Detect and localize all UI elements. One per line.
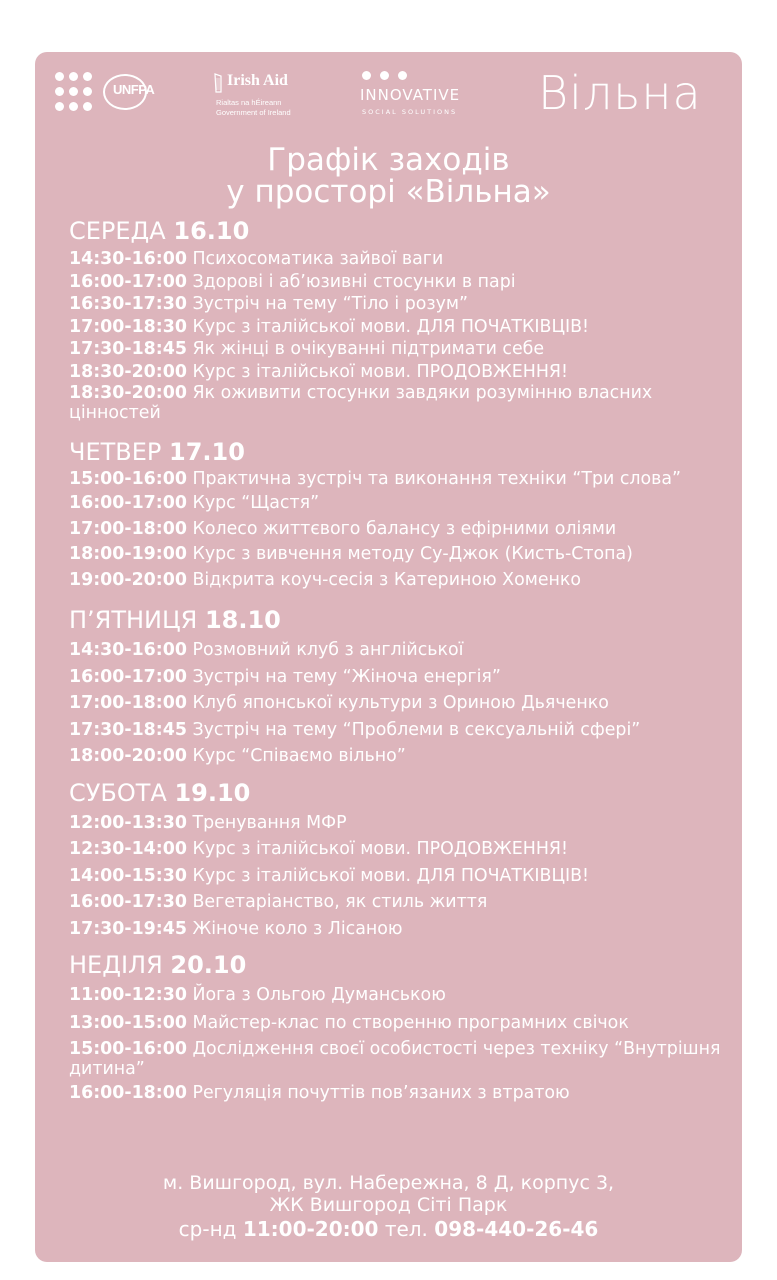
event-row xyxy=(69,492,729,515)
event-row xyxy=(69,338,729,361)
event-row xyxy=(69,719,729,742)
event-row xyxy=(69,569,729,592)
vilna-logo: Вільна xyxy=(538,66,702,120)
event-title: Зустріч на тему “Проблеми в сексуальній сфері” xyxy=(192,719,641,740)
event-time: 11:00-12:30 xyxy=(69,985,187,1005)
event-title: Йога з Ольгою Думанською xyxy=(192,985,446,1005)
event-time: 14:30-16:00 xyxy=(69,249,187,269)
event-row xyxy=(69,984,729,1007)
opening-hours: 11:00-20:00 xyxy=(242,1217,379,1241)
event-title: Тренування МФР xyxy=(192,812,347,833)
innovative-wordmark: INNOVATIVE xyxy=(360,86,461,104)
phone-number: 098-440-26-46 xyxy=(434,1217,599,1241)
event-time: 14:30-16:00 xyxy=(69,640,187,660)
event-title: Курс з вивчення методу Су-Джок (Кисть-Стопа) xyxy=(192,544,633,564)
event-row xyxy=(69,838,729,861)
phone-prefix: тел. xyxy=(384,1217,428,1241)
day-heading xyxy=(69,603,729,637)
hours-and-phone xyxy=(35,1218,742,1240)
schedule-list xyxy=(69,214,729,1105)
event-row xyxy=(69,1012,729,1035)
day-heading xyxy=(69,214,729,248)
event-row xyxy=(69,812,729,835)
event-time: 16:00-17:30 xyxy=(69,892,187,912)
event-time: 16:00-17:00 xyxy=(69,493,187,513)
event-time: 17:00-18:00 xyxy=(69,518,187,539)
day-name: П’ЯТНИЦЯ xyxy=(69,606,198,634)
event-row xyxy=(69,865,729,888)
event-title: Курс “Співаємо вільно” xyxy=(192,746,406,766)
event-time: 12:30-14:00 xyxy=(69,839,187,859)
event-title: Вегетаріанство, як стиль життя xyxy=(192,892,488,912)
unfpa-wordmark: UNFPA xyxy=(113,82,155,97)
event-time: 15:00-16:00 xyxy=(69,1039,187,1059)
event-time: 16:00-17:00 xyxy=(69,666,187,687)
address-line-2: ЖК Вишгород Сіті Парк xyxy=(269,1194,508,1216)
event-row xyxy=(69,918,729,941)
event-time: 16:30-17:30 xyxy=(69,294,187,314)
event-time: 19:00-20:00 xyxy=(69,569,187,590)
schedule-poster xyxy=(35,52,742,1262)
event-title: Розмовний клуб з англійської xyxy=(192,640,464,660)
event-title: Зустріч на тему “Тіло і розум” xyxy=(192,294,469,314)
event-title: Курс з італійської мови. ДЛЯ ПОЧАТКІВЦІВ! xyxy=(192,865,589,886)
event-time: 17:00-18:30 xyxy=(69,316,187,337)
event-row xyxy=(69,745,729,768)
day-date: 17.10 xyxy=(169,438,245,466)
event-row xyxy=(69,518,729,541)
day-block xyxy=(69,603,729,768)
event-title: Колесо життєвого балансу з ефірними оліями xyxy=(192,518,617,539)
event-row xyxy=(69,543,729,566)
event-time: 12:00-13:30 xyxy=(69,812,187,833)
event-title: Жіноче коло з Лісаною xyxy=(192,918,403,939)
event-time: 18:30-20:00 xyxy=(69,383,187,403)
event-title: Як жінці в очікуванні підтримати себе xyxy=(192,339,545,359)
innovative-subtitle: SOCIAL SOLUTIONS xyxy=(362,108,458,116)
day-date: 16.10 xyxy=(173,217,250,245)
event-title: Як оживити стосунки завдяки розумінню власних цінностей xyxy=(69,383,653,423)
event-time: 18:30-20:00 xyxy=(69,361,187,382)
event-time: 17:00-18:00 xyxy=(69,693,187,713)
poster-title-line-2: у просторі «Вільна» xyxy=(226,174,551,210)
event-row xyxy=(69,248,729,271)
event-row xyxy=(69,1082,729,1105)
hours-prefix: ср-нд xyxy=(178,1217,237,1241)
event-title: Відкрита коуч-сесія з Катериною Хоменко xyxy=(192,569,582,590)
event-time: 18:00-20:00 xyxy=(69,746,187,766)
event-row xyxy=(69,891,729,914)
unfpa-dots-icon xyxy=(53,70,103,114)
event-row xyxy=(69,361,729,384)
innov-dot-icon xyxy=(398,71,407,80)
day-block xyxy=(69,435,729,591)
day-heading xyxy=(69,435,729,469)
event-time: 13:00-15:00 xyxy=(69,1012,187,1033)
event-time: 16:00-18:00 xyxy=(69,1083,187,1103)
event-time: 16:00-17:00 xyxy=(69,271,187,292)
poster-title-line-1: Графік заходів xyxy=(267,142,510,178)
event-title: Клуб японської культури з Ориною Дьяченко xyxy=(192,693,609,713)
event-row xyxy=(69,316,729,339)
event-row xyxy=(69,1039,729,1079)
day-block xyxy=(69,948,729,1105)
event-title: Практична зустріч та виконання техніки “Три слова” xyxy=(192,469,682,489)
day-name: СУБОТА xyxy=(69,778,167,807)
event-row xyxy=(69,639,729,662)
event-time: 17:30-18:45 xyxy=(69,719,187,740)
day-name: НЕДІЛЯ xyxy=(69,951,163,979)
event-time: 14:00-15:30 xyxy=(69,865,187,886)
event-title: Регуляція почуттів пов’язаних з втратою xyxy=(192,1083,570,1103)
address-line-1: м. Вишгород, вул. Набережна, 8 Д, корпус 3, xyxy=(162,1172,615,1194)
day-date: 20.10 xyxy=(170,951,247,979)
harp-icon xyxy=(213,72,223,94)
innov-dot-icon xyxy=(380,71,389,80)
event-time: 18:00-19:00 xyxy=(69,544,187,564)
unfpa-logo xyxy=(53,70,153,114)
event-title: Зустріч на тему “Жіноча енергія” xyxy=(192,666,501,687)
event-title: Здорові і аб’юзивні стосунки в парі xyxy=(192,271,516,292)
event-title: Майстер-клас по створенню програмних свічок xyxy=(192,1012,629,1033)
event-title: Курс з італійської мови. ДЛЯ ПОЧАТКІВЦІВ! xyxy=(192,316,589,337)
event-row xyxy=(69,271,729,294)
day-name: ЧЕТВЕР xyxy=(69,438,162,466)
day-heading xyxy=(69,948,729,982)
day-block xyxy=(69,214,729,423)
irish-aid-subtitle-english: Government of Ireland xyxy=(216,108,291,117)
event-title: Дослідження своєї особистості через техніку “Внутрішня дитина” xyxy=(69,1039,721,1079)
event-time: 15:00-16:00 xyxy=(69,469,187,489)
irish-aid-subtitle-irish: Rialtas na hÉireann xyxy=(216,98,282,107)
day-name: СЕРЕДА xyxy=(69,217,166,245)
event-time: 17:30-18:45 xyxy=(69,339,187,359)
irish-aid-title: Irish Aid xyxy=(227,72,288,89)
event-title: Курс “Щастя” xyxy=(192,493,320,513)
innovative-social-solutions-logo xyxy=(360,68,490,118)
innov-dot-icon xyxy=(362,71,371,80)
event-row xyxy=(69,293,729,316)
event-title: Курс з італійської мови. ПРОДОВЖЕННЯ! xyxy=(192,361,568,382)
event-row xyxy=(69,469,729,489)
irish-aid-logo xyxy=(213,70,323,120)
day-block xyxy=(69,776,729,941)
event-row xyxy=(69,692,729,715)
event-time: 17:30-19:45 xyxy=(69,918,187,939)
day-heading xyxy=(69,776,729,810)
event-title: Курс з італійської мови. ПРОДОВЖЕННЯ! xyxy=(192,839,568,859)
event-row xyxy=(69,666,729,689)
day-date: 19.10 xyxy=(174,778,251,807)
day-date: 18.10 xyxy=(204,606,281,634)
event-row xyxy=(69,383,729,423)
event-title: Психосоматика зайвої ваги xyxy=(192,249,444,269)
